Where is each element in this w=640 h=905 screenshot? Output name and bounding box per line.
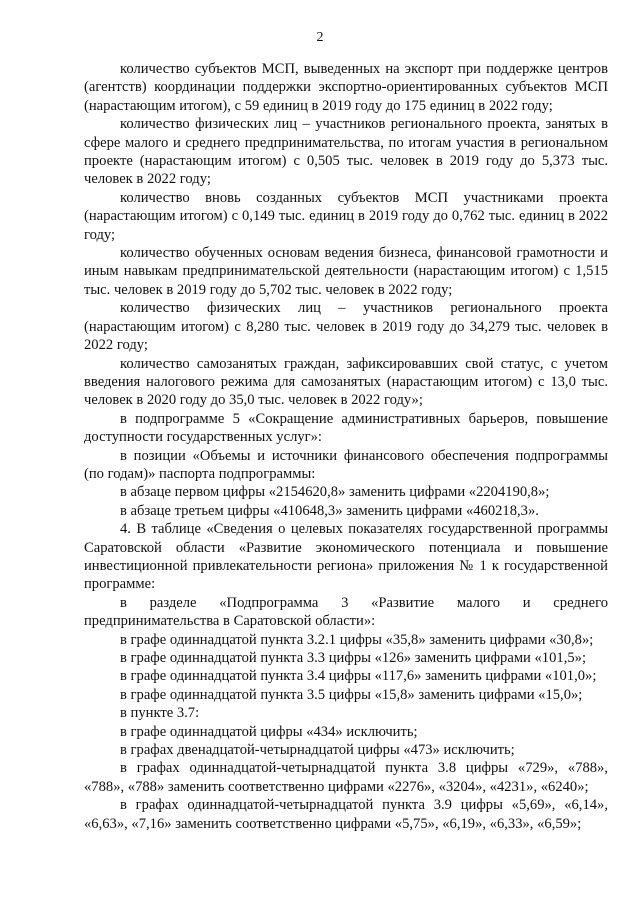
paragraph: в позиции «Объемы и источники финансового обеспечения подпрограммы (по годам)» паспорта подпрограммы: (84, 447, 608, 482)
paragraph: в разделе «Подпрограмма 3 «Развитие малого и среднего предпринимательства в Саратовской области»: (84, 594, 608, 630)
paragraph: в графе одиннадцатой пункта 3.5 цифры «15,8» заменить цифрами «15,0»; (120, 686, 583, 703)
document-body (84, 60, 608, 833)
paragraph: количество физических лиц – участников регионального проекта, занятых в сфере малого и среднего предпринимательства, по итогам участия в региональном проекте (нарастающим итогом) с 0,505 тыс. человек в 2019 году до 5,373 тыс. человек в 2022 году; (84, 116, 608, 188)
paragraph: в графе одиннадцатой пункта 3.4 цифры «117,6» заменить цифрами «101,0»; (120, 668, 597, 685)
paragraph: в графах одиннадцатой-четырнадцатой пункта 3.8 цифры «729», «788», «788», «788» заменить соответственно цифрами «2276», «3204», «4231», «6240»; (84, 760, 608, 795)
paragraph: количество вновь созданных субъектов МСП участниками проекта (нарастающим итогом) с 0,149 тыс. единиц в 2019 году до 0,762 тыс. единиц в 2022 году; (84, 189, 608, 243)
paragraph: количество субъектов МСП, выведенных на экспорт при поддержке центров (агентств) координации поддержки экспортно-ориентированных субъектов МСП (нарастающим итогом), с 59 единиц в 2019 году до 175 единиц в 2022 году; (84, 61, 608, 114)
paragraph: в графе одиннадцатой цифры «434» исключить; (120, 723, 418, 740)
paragraph: количество физических лиц – участников регионального проекта (нарастающим итогом) с 8,280 тыс. человек в 2019 году до 34,279 тыс. человек в 2022 году; (84, 300, 608, 354)
paragraph: в абзаце первом цифры «2154620,8» заменить цифрами «2204190,8»; (120, 484, 550, 501)
paragraph: в подпрограмме 5 «Сокращение административных барьеров, повышение доступности государственных услуг»: (84, 410, 608, 446)
paragraph: в графе одиннадцатой пункта 3.3 цифры «126» заменить цифрами «101,5»; (120, 650, 586, 666)
paragraph: в абзаце третьем цифры «410648,3» заменить цифрами «460218,3». (120, 502, 539, 519)
paragraph: 4. В таблице «Сведения о целевых показателях государственной программы Саратовской области «Развитие экономического потенциала и повышение инвестиционной привлекательности региона» приложения № 1 к государственной программе: (84, 521, 608, 593)
paragraph: в графе одиннадцатой пункта 3.2.1 цифры «35,8» заменить цифрами «30,8»; (120, 631, 594, 648)
page-number: 2 (316, 30, 324, 45)
paragraph: количество обученных основам ведения бизнеса, финансовой грамотности и иным навыкам предпринимательской деятельности (нарастающим итогом) с 1,515 тыс. человек в 2019 году до 5,702 тыс. человек в 2022 году; (84, 245, 608, 298)
paragraph: в графах двенадцатой-четырнадцатой цифры «473» исключить; (120, 742, 515, 759)
paragraph: количество самозанятых граждан, зафиксировавших свой статус, с учетом введения налогового режима для самозанятых (нарастающим итогом) с 13,0 тыс. человек в 2020 году до 35,0 тыс. человек в 2022 году»; (84, 355, 608, 409)
paragraph: в пункте 3.7: (120, 705, 200, 722)
paragraph: в графах одиннадцатой-четырнадцатой пункта 3.9 цифры «5,69», «6,14», «6,63», «7,16» заменить соответственно цифрами «5,75», «6,19», «6,33», «6,59»; (84, 797, 608, 832)
